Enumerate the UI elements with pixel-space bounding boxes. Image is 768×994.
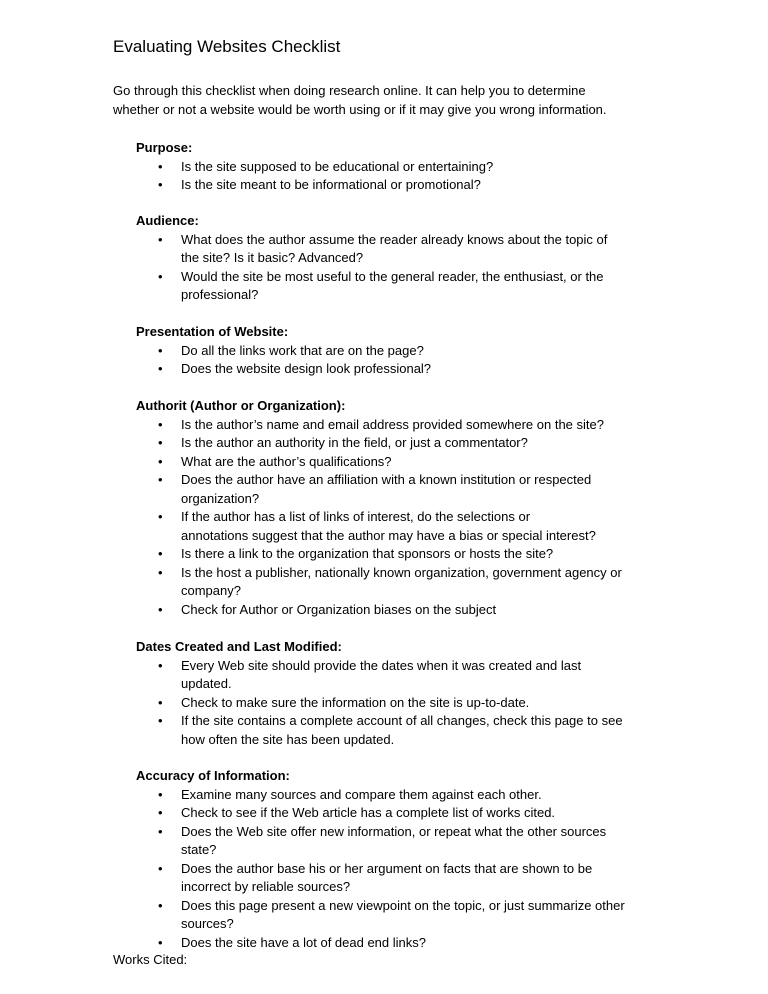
bullet-icon: • (158, 601, 163, 617)
section-heading: Audience: (136, 213, 199, 228)
checklist-item-text: the site? Is it basic? Advanced? (181, 250, 364, 265)
section-purpose (136, 139, 676, 195)
bullet-icon: • (158, 546, 163, 561)
checklist-item-text: Check to see if the Web article has a complete list of works cited. (181, 805, 556, 820)
checklist-item (136, 712, 676, 749)
bullet-icon: • (158, 453, 163, 469)
checklist-item-text: updated. (181, 676, 232, 691)
bullet-list (136, 342, 676, 379)
section-heading: Accuracy of Information: (136, 768, 290, 783)
checklist-item-text: If the site contains a complete account of all changes, check this page to see (181, 713, 623, 728)
section-audience (136, 212, 676, 305)
checklist-item-text: What does the author assume the reader already knows about the topic of (181, 231, 608, 247)
checklist-item-text: Is the site meant to be informational or promotional? (181, 177, 481, 192)
bullet-icon: • (158, 509, 163, 524)
bullet-icon: • (158, 934, 163, 950)
checklist-item-text: Is the author’s name and email address provided somewhere on the site? (181, 416, 604, 432)
bullet-list (136, 231, 676, 305)
checklist-item (136, 434, 676, 453)
checklist-item-text: If the author has a list of links of interest, do the selections or (181, 509, 531, 524)
bullet-icon: • (158, 435, 163, 450)
checklist-item (136, 360, 676, 379)
checklist-item (136, 545, 676, 564)
bullet-icon: • (158, 268, 163, 284)
checklist-item-text: Does the website design look professional? (181, 361, 432, 376)
bullet-icon: • (158, 231, 163, 247)
intro-paragraph (113, 82, 673, 119)
bullet-icon: • (158, 786, 163, 802)
checklist-item-text: Examine many sources and compare them against each other. (181, 786, 542, 802)
bullet-icon: • (158, 860, 163, 876)
bullet-icon: • (158, 694, 163, 710)
checklist-item (136, 694, 676, 713)
bullet-icon: • (158, 823, 163, 839)
checklist-item-text: incorrect by reliable sources? (181, 879, 351, 894)
bullet-icon: • (158, 897, 163, 913)
checklist-item-text: Is the host a publisher, nationally known organization, government agency or (181, 564, 622, 580)
checklist-item-text: Does the Web site offer new information, or repeat what the other sources (181, 823, 607, 839)
checklist-item (136, 268, 676, 305)
checklist-item (136, 786, 676, 805)
checklist-item (136, 564, 676, 601)
section-authority (136, 397, 676, 619)
section-heading: Authorit (Author or Organization): (136, 398, 346, 413)
checklist-item (136, 176, 676, 195)
bullet-icon: • (158, 361, 163, 376)
checklist-item (136, 823, 676, 860)
checklist-item-text: Does this page present a new viewpoint on the topic, or just summarize other (181, 897, 625, 913)
checklist-item (136, 657, 676, 694)
document-title: Evaluating Websites Checklist (113, 37, 341, 56)
section-dates (136, 638, 676, 749)
section-heading: Purpose: (136, 140, 193, 155)
checklist-item (136, 601, 676, 620)
bullet-list (136, 158, 676, 195)
intro-line: whether or not a website would be worth using or if it may give you wrong information. (113, 101, 607, 117)
checklist-item (136, 416, 676, 435)
works-cited-label: Works Cited: (113, 952, 188, 967)
section-accuracy (136, 767, 676, 952)
bullet-list (136, 416, 676, 620)
checklist-item-text: Does the author base his or her argument on facts that are shown to be (181, 860, 593, 876)
checklist-item (136, 158, 676, 177)
bullet-icon: • (158, 158, 163, 174)
checklist-item (136, 231, 676, 268)
checklist-item-text: company? (181, 583, 241, 598)
checklist-item-text: Is there a link to the organization that sponsors or hosts the site? (181, 546, 554, 561)
checklist-item-text: state? (181, 842, 217, 857)
checklist-item-text: Does the site have a lot of dead end links? (181, 934, 426, 950)
bullet-icon: • (158, 657, 163, 673)
checklist-item-text: Does the author have an affiliation with a known institution or respected (181, 472, 592, 487)
checklist-item (136, 934, 676, 953)
checklist-item (136, 860, 676, 897)
checklist-item-text: how often the site has been updated. (181, 731, 395, 747)
checklist-item-text: organization? (181, 490, 260, 506)
section-heading: Dates Created and Last Modified: (136, 639, 342, 654)
checklist-item (136, 897, 676, 934)
bullet-icon: • (158, 177, 163, 192)
checklist-item (136, 804, 676, 823)
bullet-icon: • (158, 342, 163, 358)
section-presentation (136, 323, 676, 379)
checklist-item-text: Check for Author or Organization biases on the subject (181, 601, 497, 617)
checklist-item-text: professional? (181, 287, 259, 302)
bullet-icon: • (158, 564, 163, 580)
checklist-item-text: Would the site be most useful to the general reader, the enthusiast, or the (181, 268, 604, 284)
checklist-item-text: Check to make sure the information on the site is up-to-date. (181, 694, 530, 710)
checklist-item (136, 508, 676, 545)
bullet-icon: • (158, 713, 163, 728)
checklist-item (136, 453, 676, 472)
intro-line: Go through this checklist when doing research online. It can help you to determine (113, 83, 586, 98)
checklist-item-text: What are the author’s qualifications? (181, 453, 392, 469)
checklist-item-text: annotations suggest that the author may have a bias or special interest? (181, 527, 596, 543)
checklist-item (136, 471, 676, 508)
checklist-item-text: Is the site supposed to be educational or entertaining? (181, 158, 494, 174)
bullet-icon: • (158, 416, 163, 432)
checklist-item-text: Every Web site should provide the dates when it was created and last (181, 657, 582, 673)
bullet-list (136, 657, 676, 750)
checklist-item-text: Do all the links work that are on the page? (181, 342, 424, 358)
bullet-icon: • (158, 472, 163, 487)
bullet-icon: • (158, 805, 163, 820)
bullet-list (136, 786, 676, 953)
section-heading: Presentation of Website: (136, 324, 289, 339)
checklist-item-text: sources? (181, 916, 234, 931)
checklist-item (136, 342, 676, 361)
checklist-item-text: Is the author an authority in the field, or just a commentator? (181, 435, 528, 450)
